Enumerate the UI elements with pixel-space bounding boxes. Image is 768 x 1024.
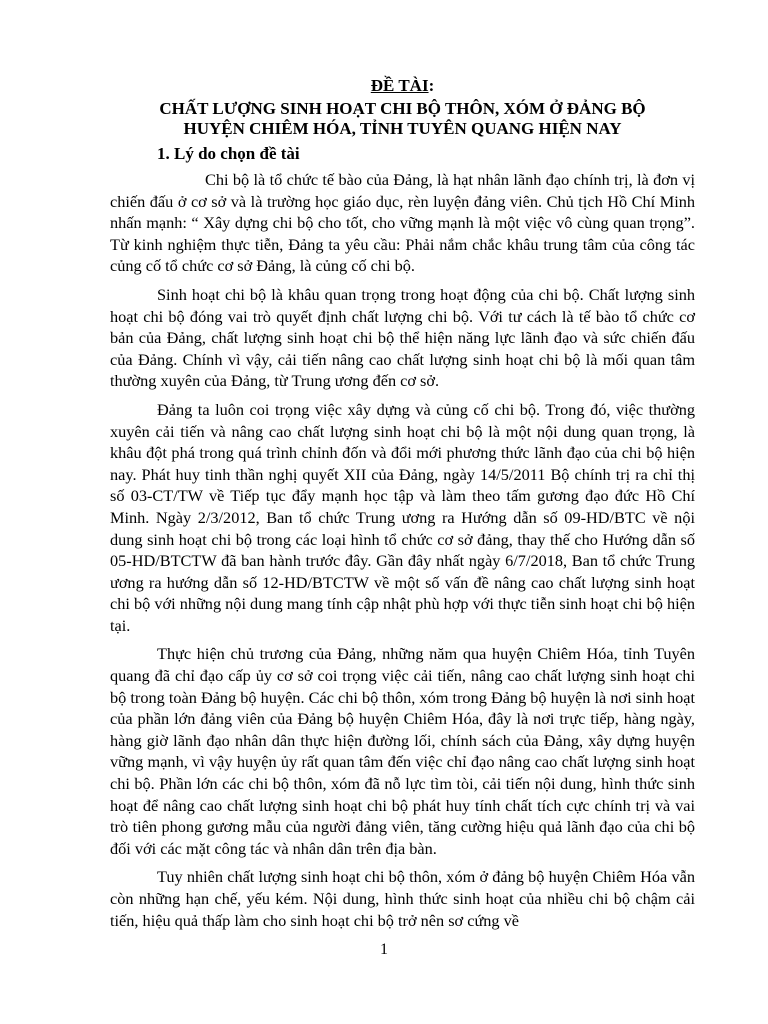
title-line-2: HUYỆN CHIÊM HÓA, TỈNH TUYÊN QUANG HIỆN NAY	[183, 119, 622, 138]
title-line-1: CHẤT LƯỢNG SINH HOẠT CHI BỘ THÔN, XÓM Ở ĐẢNG BỘ	[159, 99, 646, 118]
paragraph-1: Chi bộ là tổ chức tế bào của Đảng, là hạt nhân lãnh đạo chính trị, là đơn vị chiến đấu ở cơ sở và là trường học giáo dục, rèn luyện đảng viên. Chủ tịch Hồ Chí Minh nhấn mạnh: “ Xây dựng chi bộ cho tốt, cho vững mạnh là một việc vô cùng quan trọng”. Từ kinh nghiệm thực tiễn, Đảng ta yêu cầu: Phải nắm chắc khâu trung tâm của công tác củng cố tổ chức cơ sở Đảng, là củng cố chi bộ.	[110, 170, 695, 276]
section-heading: 1. Lý do chọn đề tài	[157, 144, 300, 163]
paragraph-4: Thực hiện chủ trương của Đảng, những năm qua huyện Chiêm Hóa, tỉnh Tuyên quang đã chỉ đạo cấp ủy cơ sở coi trọng việc cải tiến, nâng cao chất lượng sinh hoạt chi bộ trong toàn Đảng bộ huyện. Các chi bộ thôn, xóm trong Đảng bộ huyện là nơi sinh hoạt của phần lớn đảng viên của Đảng bộ huyện Chiêm Hóa, đây là nơi trực tiếp, hàng ngày, hàng giờ lãnh đạo nhân dân thực hiện đường lối, chính sách của Đảng, xây dựng huyện vững mạnh, vì vậy huyện ủy rất quan tâm đến việc chỉ đạo nâng cao chất lượng sinh hoạt chi bộ. Phần lớn các chi bộ thôn, xóm đã nỗ lực tìm tòi, cải tiến nội dung, hình thức sinh hoạt để nâng cao chất lượng sinh hoạt chi bộ phát huy tính chất tích cực chính trị và vai trò tiên phong gương mẫu của người đảng viên, tăng cường hiệu quả lãnh đạo của chi bộ đối với các mặt công tác và nhân dân trên địa bàn.	[110, 644, 695, 858]
document-page	[110, 76, 695, 938]
paragraph-5: Tuy nhiên chất lượng sinh hoạt chi bộ thôn, xóm ở đảng bộ huyện Chiêm Hóa vẫn còn những hạn chế, yếu kém. Nội dung, hình thức sinh hoạt của nhiều chi bộ chậm cải tiến, hiệu quả thấp làm cho sinh hoạt chi bộ trở nên sơ cứng về	[110, 867, 695, 930]
topic-label-text: ĐỀ TÀI	[370, 76, 429, 95]
paragraph-3: Đảng ta luôn coi trọng việc xây dựng và củng cố chi bộ. Trong đó, việc thường xuyên cải tiến và nâng cao chất lượng sinh hoạt chi bộ là một nội dung quan trọng, là khâu đột phá trong quá trình chỉnh đốn và đổi mới phương thức lãnh đạo của chi bộ hiện nay. Phát huy tinh thần nghị quyết XII của Đảng, ngày 14/5/2011 Bộ chính trị ra chỉ thị số 03-CT/TW về Tiếp tục đẩy mạnh học tập và làm theo tấm gương đạo đức Hồ Chí Minh. Ngày 2/3/2012, Ban tổ chức Trung ương ra Hướng dẫn số 09-HD/BTC về nội dung sinh hoạt chi bộ trong các loại hình tổ chức cơ sở đảng, thay thế cho Hướng dẫn số 05-HD/BTCTW đã ban hành trước đây. Gần đây nhất ngày 6/7/2018, Ban tổ chức Trung ương ra hướng dẫn số 12-HD/BTCTW về một số vấn đề nâng cao chất lượng sinh hoạt chi bộ với những nội dung mang tính cập nhật phù hợp với thực tiễn sinh hoạt chi bộ hiện tại.	[110, 399, 695, 635]
page-number: 1	[380, 941, 388, 958]
topic-label	[110, 76, 695, 96]
document-title	[110, 99, 695, 139]
paragraph-2: Sinh hoạt chi bộ là khâu quan trọng trong hoạt động của chi bộ. Chất lượng sinh hoạt chi bộ đóng vai trò quyết định chất lượng chi bộ. Với tư cách là tế bào tổ chức cơ bản của Đảng, chất lượng sinh hoạt chi bộ thể hiện năng lực lãnh đạo và sức chiến đấu của Đảng. Chính vì vậy, cải tiến nâng cao chất lượng sinh hoạt chi bộ là mối quan tâm thường xuyên của Đảng, từ Trung ương đến cơ sở.	[110, 284, 695, 391]
topic-colon: :	[428, 76, 435, 95]
